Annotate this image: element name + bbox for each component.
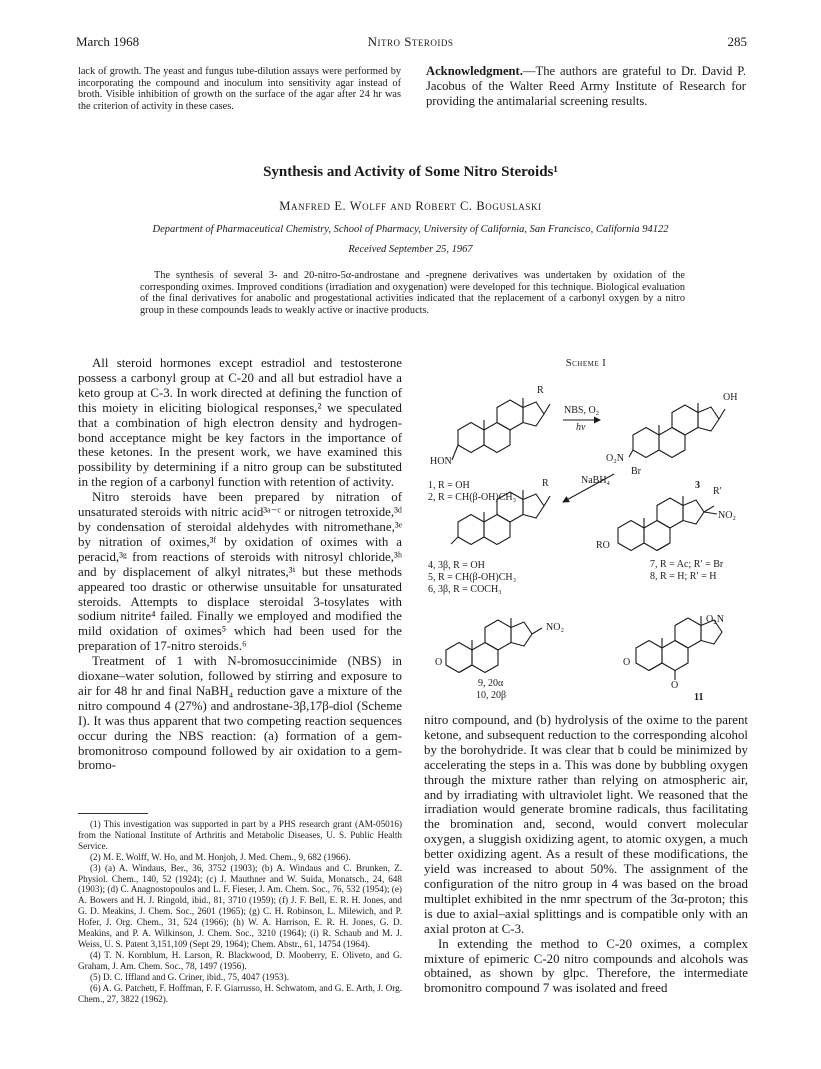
reagent: hν — [576, 422, 586, 433]
caption: 8, R = H; R′ = H — [650, 571, 717, 582]
label: O₂N — [606, 453, 624, 464]
article-title: Synthesis and Activity of Some Nitro Steroids¹ — [263, 164, 558, 180]
label: O — [623, 657, 631, 668]
paragraph: Nitro steroids have been prepared by nitration of unsaturated steroids with nitric acid³ᵃ⁻ᶜ or nitrogen tetroxide,³ᵈ by condensation of steroidal aldehydes with nitromethane,³ᵉ by nitration of oximes,³ᶠ by oxidation of oximes with a peracid,³ᵍ from reactions of steroids with nitrosyl chloride,³ʰ and by displacement of alkyl nitrates,³ⁱ but these methods appeared too drastic or otherwise unsuitable for unsaturated steroids. Attempts to displace steroidal 3-tosylates with sodium nitrite⁴ failed. Finally we employed and modified the mild oxidation of oximes⁵ which had been used for the preparation of 17-nitro steroids.⁶ — [78, 490, 402, 654]
label: O — [435, 657, 443, 668]
structure-compound-11 — [636, 616, 722, 680]
compound-number: 11 — [694, 692, 704, 703]
caption: 10, 20β — [476, 690, 507, 701]
page-number: 285 — [727, 34, 747, 49]
footnotes — [78, 819, 402, 1004]
label: R — [542, 478, 549, 489]
acknowledgment-text: —The authors are grateful to Dr. David P. Jacobus of the Walter Reed Army Institute of Research for providing the antimalarial screening results. — [426, 64, 746, 108]
header-date: March 1968 — [76, 34, 140, 49]
label: R′ — [713, 486, 722, 497]
caption: 1, R = OH — [428, 480, 470, 491]
label: HON — [430, 456, 452, 467]
structure-compound-3 — [629, 403, 725, 458]
journal-running-title: Nitro Steroids — [367, 34, 454, 49]
label: O₂N — [706, 614, 724, 625]
right-column — [424, 713, 748, 996]
structure-compound-9 — [446, 618, 542, 673]
previous-article-text: lack of growth. The yeast and fungus tube-dilution assays were performed by incorporating the compound and inoculum into sensitivity agar instead of broth. Visible inhibition of growth on the surface of the agar after 24 hr was the criterion of activity in these cases. — [78, 66, 401, 112]
paragraph: All steroid hormones except estradiol and testosterone possess a carbonyl group at C-20 and all but estradiol have a keto group at C-3. In work directed at defining the function of this moiety in eliciting biological responses,² we speculated that a combination of high electron density and hydrogen-bond acceptance might be key factors in the importance of these ketones. In the present work, we have examined this possibility by determining if a nitro group can be substituted in the region of a carbonyl function with retention of activity. — [78, 356, 402, 490]
label: OH — [723, 392, 738, 403]
paragraph: In extending the method to C-20 oximes, a complex mixture of epimeric C-20 nitro compounds and alcohols was obtained, as shown by glpc. Therefore, the intermediate bromonitro compound 7 was isolated and freed — [424, 936, 748, 996]
caption: 5, R = CH(β-OH)CH₃ — [428, 572, 517, 583]
acknowledgment — [426, 64, 746, 109]
footnote: (4) T. N. Kornblum, H. Larson, R. Blackwood, D. Mooberry, E. Oliveto, and G. Graham, J. Am. Chem. Soc., 78, 1497 (1956). — [78, 949, 402, 971]
label: NO₂ — [546, 622, 564, 633]
footnote: (1) This investigation was supported in part by a PHS research grant (AM-05016) from the National Institute of Arthritis and Metabolic Diseases, U. S. Public Health Service. — [78, 819, 402, 851]
abstract — [140, 270, 685, 316]
scheme-title: Scheme I — [565, 358, 607, 369]
scheme-diagram — [418, 370, 783, 710]
acknowledgment-heading: Acknowledgment. — [426, 64, 523, 78]
received-date: Received September 25, 1967 — [348, 244, 473, 255]
structure-compound-7 — [618, 496, 717, 551]
footnote: (5) D. C. Iffland and G. Criner, ibid., 75, 4047 (1953). — [90, 971, 290, 982]
reagent: NaBH₄ — [581, 475, 611, 486]
caption: 4, 3β, R = OH — [428, 560, 485, 571]
reagent: NBS, O₂ — [564, 405, 600, 416]
abstract-text: The synthesis of several 3- and 20-nitro-5α-androstane and -pregnene derivatives was undertaken by oxidation of the corresponding oximes. Improved conditions (irradiation and oxygenation) were developed for this technique. Biological evaluation of the final derivatives for anabolic and progestational activities indicated that the replacement of a carbonyl oxygen by a nitro group in these compounds leads to weakly active or inactive products. — [140, 270, 685, 316]
article-affiliation: Department of Pharmaceutical Chemistry, School of Pharmacy, University of California, San Francisco, California 94122 — [152, 224, 669, 235]
caption: 9, 20α — [478, 678, 504, 689]
label: RO — [596, 540, 610, 551]
caption: 2, R = CH(β-OH)CH₃ — [428, 492, 517, 503]
paragraph: Treatment of 1 with N-bromosuccinimide (NBS) in dioxane–water solution, followed by stirring and exposure to air for 48 hr and final NaBH₄ reduction gave a mixture of the nitro compound 4 (27%) and androstane-3β,17β-diol (Scheme I). It was thus apparent that two competing reaction sequences occur during the NBS reaction: (a) formation of a gem-bromonitroso compound followed by air oxidation to a gem-bromo- — [78, 654, 402, 773]
label: O — [671, 680, 679, 691]
caption: 6, 3β, R = COCH₃ — [428, 584, 502, 595]
footnote: (3) (a) A. Windaus, Ber., 36, 3752 (1903); (b) A. Windaus and C. Brunken, Z. Physiol. Chem., 140, 52 (1924); (c) J. Mauthner and W. Suida, Monatsch., 24, 648 (1903); (d) C. Anagnostopoulos and L. F. Fieser, J. Am. Chem. Soc., 76, 532 (1954); (e) A. Bowers and H. J. Ringold, ibid., 81, 3710 (1959); (f) J. F. Bell, E. R. H. Jones, and G. D. Meakins, J. Chem. Soc., 2601 (1965); (g) C. H. Robinson, L. Milewich, and P. Hofer, J. Org. Chem., 31, 524 (1966); (h) W. A. Harrison, E. R. H. Jones, G. D. Meakins, and P. A. Wilkinson, J. Chem. Soc., 3210 (1964); (i) R. Schaub and M. J. Weiss, U. S. Patent 3,151,109 (Sept 29, 1964); Chem. Abstr., 61, 14754 (1964). — [78, 862, 402, 949]
left-column — [78, 356, 402, 773]
footnote: (6) A. G. Patchett, F. Hoffman, F. F. Giarrusso, H. Schwatom, and G. E. Arth, J. Org. Chem., 27, 3822 (1962). — [78, 982, 402, 1004]
label: NO₂ — [718, 510, 736, 521]
compound-number: 3 — [695, 480, 700, 491]
footnote: (2) M. E. Wolff, W. Ho, and M. Honjoh, J. Med. Chem., 9, 682 (1966). — [90, 851, 351, 862]
label: Br — [631, 466, 641, 477]
structure-compound-1 — [458, 398, 550, 453]
footnote-rule — [78, 813, 148, 814]
article-authors: Manfred E. Wolff and Robert C. Boguslaski — [279, 199, 542, 213]
label: R — [537, 385, 544, 396]
caption: 7, R = Ac; R′ = Br — [650, 559, 724, 570]
paragraph: nitro compound, and (b) hydrolysis of the oxime to the parent ketone, and subsequent reduction to the corresponding alcohol by the borohydride. It was clear that b could be minimized by accelerating the steps in a. This was done by bubbling oxygen through the mixture rather than relying on atmospheric air, and by irradiating with ultraviolet light. We reasoned that the irradiation would generate bromine radicals, thus facilitating the bromination and, second, would convert molecular oxygen, a sluggish oxidizing agent, to atomic oxygen, a much better oxidizing agent. As a result of these modifications, the yield was increased to about 50%. The assignment of the configuration of the nitro group in 4 was based on the broad multiplet exhibited in the nmr spectrum of the 3α-proton; this is due to axial–axial splittings and is compatible only with an axial proton at C-3. — [424, 713, 748, 936]
